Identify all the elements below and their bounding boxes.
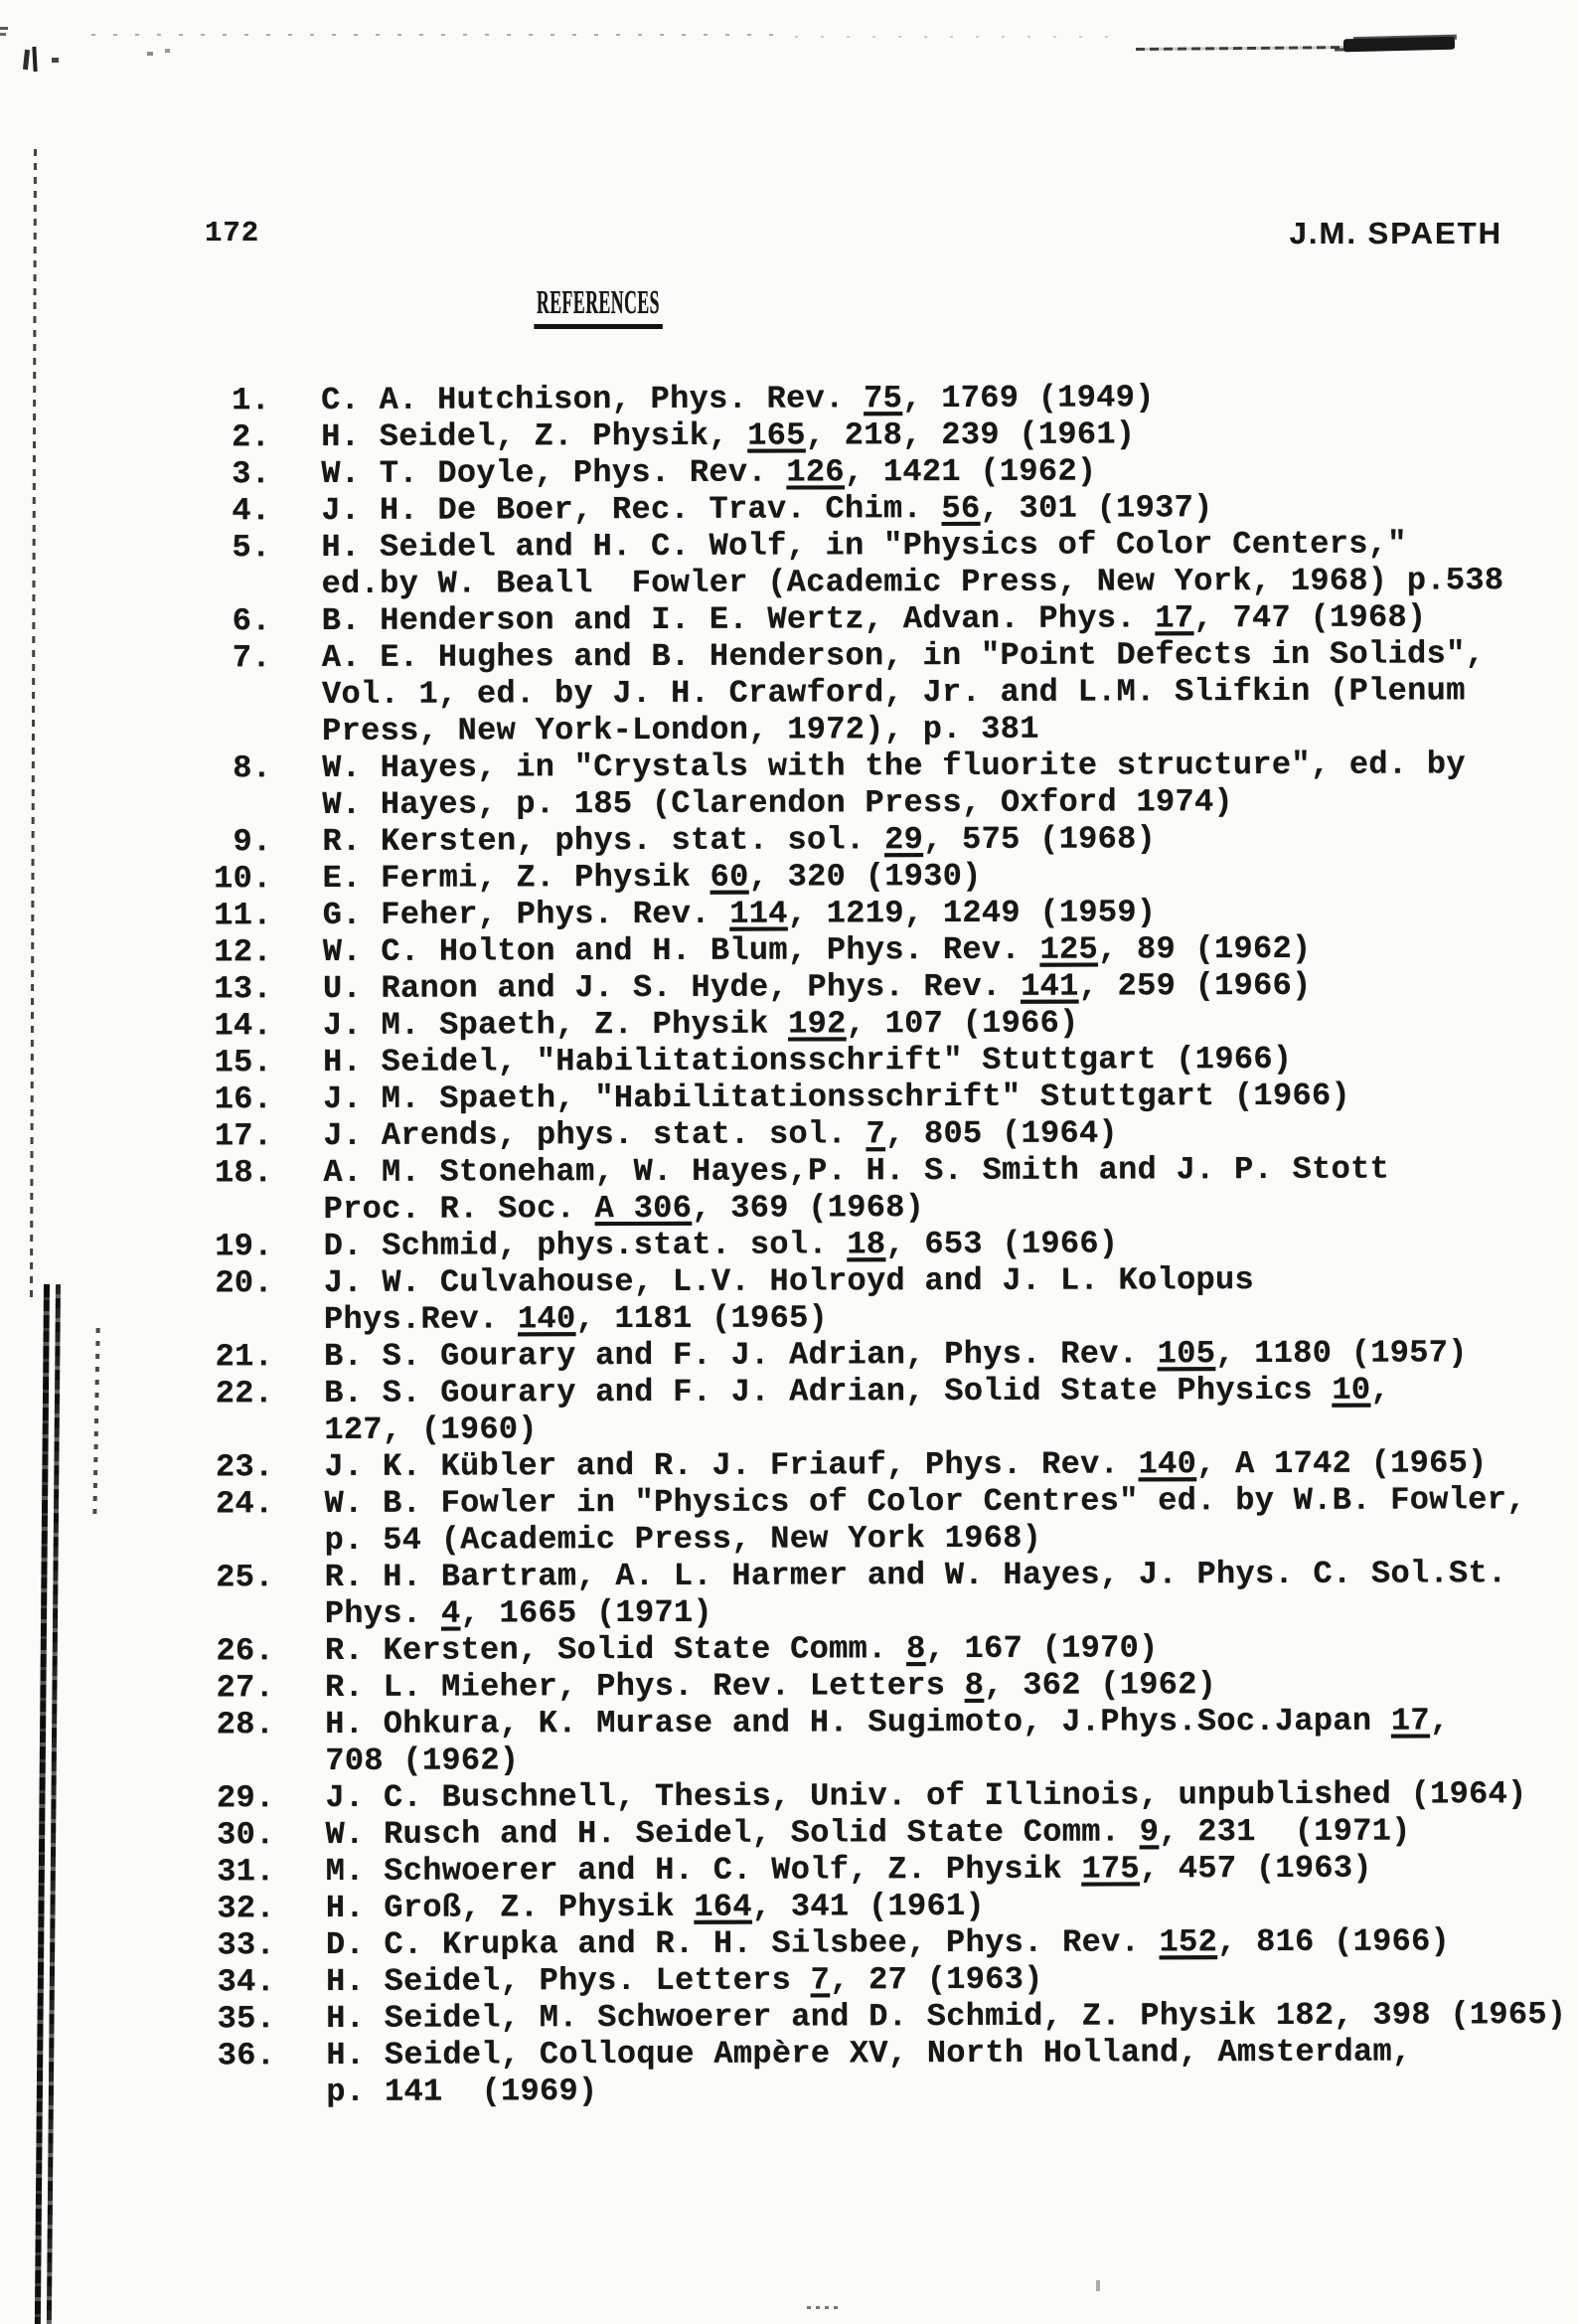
reference-item [1,819,1577,861]
reference-line: H. Seidel, M. Schwoerer and D. Schmid, Z. Physik 182, 398 (1965) [326,1996,1567,2037]
scan-artifact-speck [807,2306,841,2309]
reference-item [3,1371,1577,1449]
reference-line: R. L. Mieher, Phys. Rev. Letters 8, 362 (1962) [325,1666,1217,1706]
reference-number: 14. [214,1007,273,1045]
reference-line: H. Seidel, Colloque Ampère XV, North Holland, Amsterdam, [326,2033,1412,2074]
reference-text [275,1850,1372,1890]
reference-text [275,1888,985,1926]
reference-line: A. M. Stoneham, W. Hayes,P. H. S. Smith and J. P. Stott [323,1150,1390,1191]
underlined-volume-number: 126 [786,453,845,491]
scan-artifact-speck [0,33,6,36]
reference-line: W. Hayes, p. 185 (Clarendon Press, Oxford 1974) [322,783,1234,823]
reference-line: M. Schwoerer and H. C. Wolf, Z. Physik 175, 457 (1963) [325,1849,1372,1890]
reference-item [2,1150,1577,1229]
reference-line: H. Seidel and H. C. Wolf, in "Physics of Color Centers," [321,525,1407,566]
underlined-volume-number: 152 [1159,1923,1218,1961]
reference-number: 31. [217,1853,275,1891]
scan-artifact-speck [0,27,8,30]
reference-number: 9. [233,823,272,861]
page-number: 172 [205,217,260,249]
reference-line: p. 54 (Academic Press, New York 1968) [324,1519,1042,1559]
scan-artifact-speck [52,58,59,63]
reference-text [274,1702,1449,1779]
reference-number: 30. [217,1816,275,1854]
reference-number: 29. [216,1779,275,1817]
reference-item [5,1886,1577,1927]
reference-item [0,415,1577,456]
reference-line: B. Henderson and I. E. Wertz, Advan. Phys. 17, 747 (1968) [321,598,1427,639]
reference-line: D. Schmid, phys.stat. sol. 18, 653 (1966) [323,1225,1119,1264]
reference-text [271,598,1427,639]
reference-line: B. S. Gourary and F. J. Adrian, Phys. Rev. 105, 1180 (1957) [324,1334,1468,1375]
scan-artifact-speck [1096,2280,1100,2291]
reference-line: Phys.Rev. 140, 1181 (1965) [323,1299,829,1338]
reference-line: ed.by W. Beall Fowler (Academic Press, New York, 1968) p.538 [321,562,1504,602]
reference-line: Proc. R. Soc. A 306, 369 (1968) [323,1189,925,1228]
scan-artifact-top-right-line [1136,46,1349,51]
reference-line: J. M. Spaeth, Z. Physik 192, 107 (1966) [322,1004,1079,1044]
reference-item [2,966,1577,1008]
reference-text [273,1334,1468,1375]
reference-item [2,1077,1577,1118]
reference-number: 6. [232,602,271,640]
reference-text [274,1629,1159,1669]
reference-line: 708 (1962) [325,1742,520,1779]
reference-line: W. Rusch and H. Seidel, Solid State Comm. 9, 231 (1971) [325,1812,1411,1853]
reference-line: H. Seidel, Z. Physik, 165, 218, 239 (1961) [321,415,1136,455]
reference-item [0,488,1577,530]
underlined-volume-number: 17 [1390,1702,1430,1740]
reference-item [5,2033,1577,2111]
reference-number: 23. [215,1448,274,1486]
reference-text [274,1666,1216,1706]
underlined-volume-number: 7 [810,1961,831,1999]
reference-text [271,746,1466,823]
reference-line: R. Kersten, Solid State Comm. 8, 167 (1970) [324,1629,1159,1669]
reference-line: A. E. Hughes and B. Henderson, in "Point Defects in Solids", [321,635,1486,676]
reference-text [272,1114,1118,1154]
underlined-volume-number: 29 [883,821,924,859]
reference-item [4,1555,1577,1633]
reference-line: R. H. Bartram, A. L. Harmer and W. Hayes, J. Phys. C. Sol.St. [324,1555,1507,1595]
reference-number: 3. [232,455,271,493]
reference-number: 32. [217,1890,275,1927]
reference-item [2,893,1577,934]
reference-text [273,1372,1390,1449]
reference-item [3,1224,1577,1265]
reference-number: 18. [214,1154,273,1192]
reference-item [3,1334,1577,1376]
reference-number: 33. [217,1926,275,1964]
reference-number: 21. [215,1338,274,1376]
scan-artifact-top-right-smudge [1343,37,1455,53]
reference-number: 10. [213,860,272,898]
reference-line: E. Fermi, Z. Physik 60, 320 (1930) [322,857,982,897]
underlined-volume-number: 140 [1138,1445,1197,1483]
reference-line: J. C. Buschnell, Thesis, Univ. of Illinois, unpublished (1964) [325,1775,1527,1816]
reference-text [274,1775,1526,1816]
reference-line: J. K. Kübler and R. J. Friauf, Phys. Rev. 140, A 1742 (1965) [324,1444,1488,1485]
underlined-volume-number: 17 [1155,599,1194,637]
reference-line: W. B. Fowler in "Physics of Color Centres" ed. by W.B. Fowler, [324,1481,1526,1522]
reference-item [5,1996,1577,2038]
reference-line: D. C. Krupka and R. H. Silsbee, Phys. Rev. 152, 816 (1966) [325,1922,1451,1963]
underlined-volume-number: 141 [1020,967,1079,1005]
reference-number: 25. [216,1559,274,1596]
reference-number: 16. [214,1080,273,1118]
scan-artifact-top-dashed-line [91,34,787,36]
reference-item [5,1959,1577,2001]
underlined-volume-number: 7 [866,1115,886,1153]
reference-item [0,378,1577,419]
underlined-volume-number: 10 [1332,1371,1371,1409]
reference-line: J. M. Spaeth, "Habilitationsschrift" Stuttgart (1966) [323,1077,1350,1117]
running-head: J.M. SPAETH [1289,216,1502,250]
reference-item [4,1702,1577,1780]
scan-artifact-top-dashed-line-2 [795,36,1123,38]
reference-text [273,1481,1525,1559]
underlined-volume-number: 165 [747,416,806,454]
reference-number: 11. [214,897,272,934]
reference-line: H. Seidel, "Habilitationsschrift" Stuttgart (1966) [323,1040,1293,1080]
reference-text [272,1041,1292,1080]
reference-text [272,1005,1079,1045]
underlined-volume-number: 175 [1081,1850,1140,1888]
reference-line: H. Groß, Z. Physik 164, 341 (1961) [325,1887,986,1926]
reference-text [270,525,1503,602]
underlined-volume-number: 125 [1039,930,1098,968]
underlined-volume-number: 140 [517,1300,576,1338]
underlined-volume-number: 18 [847,1226,886,1263]
scan-artifact-speck [165,49,170,53]
reference-number: 34. [217,1963,276,2001]
reference-line: G. Feher, Phys. Rev. 114, 1219, 1249 (1959) [322,894,1157,933]
reference-number: 1. [231,382,271,419]
reference-text [275,1961,1043,2000]
underlined-volume-number: 56 [941,489,981,528]
reference-line: W. Hayes, in "Crystals with the fluorite structure", ed. by [322,746,1466,786]
reference-text [275,1996,1566,2037]
reference-item [4,1665,1577,1707]
reference-text [272,894,1157,933]
reference-text [274,1555,1507,1632]
reference-line: W. C. Holton and H. Blum, Phys. Rev. 125, 89 (1962) [322,929,1312,970]
reference-text [270,489,1212,529]
reference-number: 4. [232,492,271,530]
reference-item [1,635,1577,750]
reference-text [272,930,1312,970]
reference-number: 36. [217,2037,276,2075]
reference-item [0,451,1577,493]
reference-number: 5. [232,529,271,567]
reference-text [270,415,1135,455]
reference-number: 7. [232,639,271,677]
page-title: REFERENCES [534,286,662,329]
reference-item [2,1113,1577,1155]
underlined-volume-number: 60 [710,858,749,896]
reference-line: U. Ranon and J. S. Hyde, Phys. Rev. 141, 259 (1966) [322,966,1312,1007]
reference-number: 27. [216,1669,275,1707]
underlined-volume-number: 164 [694,1888,752,1925]
reference-number: 8. [233,749,272,787]
reference-text [275,1813,1411,1854]
reference-line: J. W. Culvahouse, L.V. Holroyd and J. L. Kolopus [323,1261,1255,1301]
reference-text [273,1261,1254,1338]
reference-number: 17. [214,1117,273,1155]
reference-number: 2. [232,418,271,456]
reference-number: 19. [215,1228,273,1265]
reference-number: 12. [214,933,272,971]
underlined-volume-number: A 306 [594,1189,693,1228]
reference-line: H. Ohkura, K. Murase and H. Sugimoto, J.Phys.Soc.Japan 17, [325,1702,1450,1743]
reference-line: Vol. 1, ed. by J. H. Crawford, Jr. and L.M. Slifkin (Plenum [321,672,1466,713]
reference-item [3,1260,1577,1339]
underlined-volume-number: 75 [864,380,903,417]
underlined-volume-number: 4 [440,1594,461,1632]
reference-item [4,1628,1577,1670]
references-list [0,378,1577,2111]
reference-number: 24. [215,1485,274,1523]
reference-number: 35. [217,2000,276,2038]
reference-number: 13. [214,970,272,1008]
reference-item [0,525,1577,603]
reference-text [270,379,1155,418]
reference-item [5,1849,1577,1891]
underlined-volume-number: 9 [1139,1813,1160,1851]
reference-item [1,598,1577,640]
underlined-volume-number: 105 [1157,1335,1216,1373]
reference-text [275,2034,1411,2111]
reference-text [270,453,1096,493]
scan-artifact-speck [23,50,30,70]
reference-line: Phys. 4, 1665 (1971) [324,1593,713,1632]
reference-text [272,1151,1389,1229]
reference-text [271,635,1486,749]
reference-line: H. Seidel, Phys. Letters 7, 27 (1963) [325,1960,1043,2000]
reference-line: C. A. Hutchison, Phys. Rev. 75, 1769 (1949) [320,379,1155,418]
reference-item [3,1444,1577,1486]
reference-text [275,1922,1450,1963]
reference-item [5,1922,1577,1964]
reference-item [5,1812,1577,1854]
reference-number: 28. [216,1706,275,1743]
underlined-volume-number: 192 [788,1005,847,1043]
reference-number: 20. [215,1264,273,1302]
scan-artifact-speck [32,47,37,72]
reference-number: 15. [214,1044,273,1081]
reference-line: J. Arends, phys. stat. sol. 7, 805 (1964) [323,1114,1119,1154]
reference-text [272,1078,1350,1117]
scan-artifact-speck [147,52,153,56]
reference-item [2,856,1577,898]
reference-item [2,929,1577,971]
reference-line: J. H. De Boer, Rec. Trav. Chim. 56, 301 (1937) [321,489,1213,529]
reference-line: Press, New York-London, 1972), p. 381 [322,710,1039,749]
reference-line: R. Kersten, phys. stat. sol. 29, 575 (1968) [322,820,1157,860]
underlined-volume-number: 8 [906,1630,926,1668]
reference-number: 22. [215,1375,274,1412]
reference-line: B. S. Gourary and F. J. Adrian, Solid State Physics 10, [324,1371,1390,1411]
reference-item [4,1775,1577,1817]
reference-item [2,1040,1577,1081]
reference-text [272,858,982,897]
reference-line: p. 141 (1969) [326,2073,598,2110]
reference-item [3,1481,1577,1560]
reference-line: 127, (1960) [324,1411,538,1448]
underlined-volume-number: 8 [964,1666,985,1704]
underlined-volume-number: 114 [729,895,788,932]
reference-text [271,820,1156,860]
reference-text [273,1444,1487,1485]
reference-item [1,746,1577,824]
reference-item [2,1003,1577,1045]
reference-text [272,967,1312,1007]
reference-number: 26. [216,1632,275,1670]
reference-line: W. T. Doyle, Phys. Rev. 126, 1421 (1962) [321,452,1097,492]
reference-text [273,1225,1119,1264]
